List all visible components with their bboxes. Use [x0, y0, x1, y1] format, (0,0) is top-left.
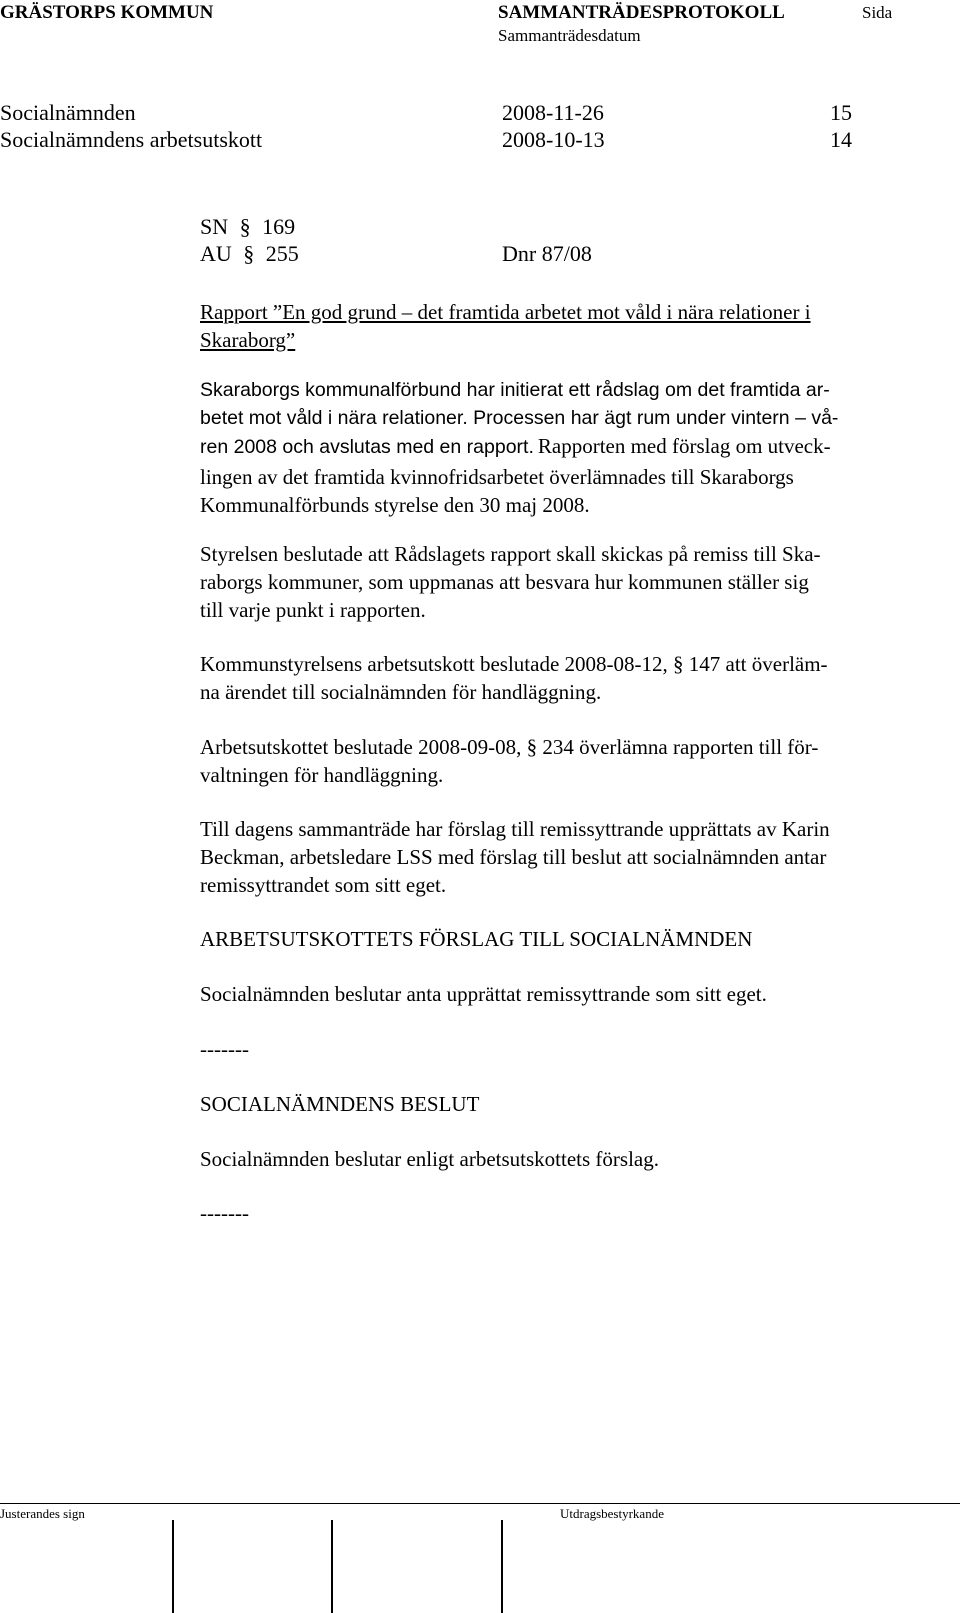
- au-reference: [200, 241, 299, 267]
- document-type: SAMMANTRÄDESPROTOKOLL: [498, 2, 785, 23]
- title-line-1: Rapport ”En god grund – det framtida arbetet mot våld i nära relationer i: [200, 300, 811, 324]
- meeting-date-2: 2008-10-13: [502, 127, 605, 152]
- para5-line-3: remissyttrandet som sitt eget.: [200, 873, 447, 897]
- para1-line-3a: ren 2008 och avslutas med en rapport.: [200, 436, 534, 458]
- paragraph-ks-au: [200, 650, 920, 706]
- title-line-2: Skaraborg”: [200, 328, 296, 352]
- dnr: Dnr 87/08: [502, 241, 592, 266]
- para2-line-3: till varje punkt i rapporten.: [200, 598, 426, 622]
- signature-box-divider: [501, 1520, 503, 1613]
- paragraph-au: [200, 733, 920, 789]
- signature-box-divider: [331, 1520, 333, 1613]
- justerandes-sign-label: Justerandes sign: [0, 1506, 85, 1521]
- sn-reference: [200, 214, 295, 240]
- meeting-date-label: Sammanträdesdatum: [498, 26, 641, 45]
- separator-1: -------: [200, 1037, 249, 1061]
- sn-number: 169: [262, 214, 296, 239]
- meeting-date-1: 2008-11-26: [502, 100, 604, 125]
- au-proposal-heading: ARBETSUTSKOTTETS FÖRSLAG TILL SOCIALNÄMNDEN: [200, 927, 753, 951]
- paragraph-background: [200, 376, 920, 519]
- au-number: 255: [265, 241, 299, 266]
- footer-divider: [0, 1503, 960, 1504]
- meeting-body-2: Socialnämndens arbetsutskott: [0, 127, 263, 152]
- meeting-page-1: 15: [830, 100, 852, 125]
- sn-decision-heading: SOCIALNÄMNDENS BESLUT: [200, 1092, 480, 1116]
- para3-line-2: na ärendet till socialnämnden för handläggning.: [200, 680, 602, 704]
- para5-line-2: Beckman, arbetsledare LSS med förslag till beslut att socialnämnden antar: [200, 845, 827, 869]
- page-label: Sida: [862, 3, 893, 22]
- para4-post: 234 överlämna rapporten till för-: [542, 735, 819, 759]
- para1-line-4: lingen av det framtida kvinnofridsarbetet överlämnades till Skaraborgs: [200, 465, 794, 489]
- para3-post: 147 att överläm-: [688, 652, 828, 676]
- report-title: [200, 298, 920, 354]
- para4-line-2: valtningen för handläggning.: [200, 763, 444, 787]
- paragraph-board-decision: [200, 540, 920, 624]
- para5-line-1: Till dagens sammanträde har förslag till remissyttrande upprättats av Karin: [200, 817, 830, 841]
- section-symbol: §: [526, 735, 538, 759]
- sn-decision-text: Socialnämnden beslutar enligt arbetsutskottets förslag.: [200, 1147, 659, 1171]
- sn-label: SN: [200, 214, 229, 239]
- para1-line-5: Kommunalförbunds styrelse den 30 maj 2008.: [200, 493, 590, 517]
- para2-line-2: raborgs kommuner, som uppmanas att besvara hur kommunen ställer sig: [200, 570, 809, 594]
- au-label: AU: [200, 241, 232, 266]
- section-symbol: §: [239, 214, 251, 239]
- municipality-name: GRÄSTORPS KOMMUN: [0, 2, 214, 23]
- para3-pre: Kommunstyrelsens arbetsutskott beslutade 2008-08-12,: [200, 652, 668, 676]
- separator-2: -------: [200, 1201, 249, 1225]
- utdragsbestyrkande-label: Utdragsbestyrkande: [560, 1506, 664, 1521]
- au-proposal-text: Socialnämnden beslutar anta upprättat remissyttrande som sitt eget.: [200, 982, 767, 1006]
- paragraph-meeting: [200, 815, 920, 899]
- para2-line-1: Styrelsen beslutade att Rådslagets rapport skall skickas på remiss till Ska-: [200, 542, 821, 566]
- section-symbol: §: [243, 241, 255, 266]
- para1-line-1: Skaraborgs kommunalförbund har initierat ett rådslag om det framtida ar-: [200, 379, 830, 401]
- signature-box-divider: [172, 1520, 174, 1613]
- meeting-body-1: Socialnämnden: [0, 100, 136, 125]
- section-symbol: §: [673, 652, 684, 676]
- para1-line-3b: Rapporten med förslag om utveck-: [537, 434, 831, 458]
- para4-pre: Arbetsutskottet beslutade 2008-09-08,: [200, 735, 522, 759]
- meeting-page-2: 14: [830, 127, 852, 152]
- para1-line-2: betet mot våld i nära relationer. Processen har ägt rum under vintern – vå-: [200, 407, 839, 429]
